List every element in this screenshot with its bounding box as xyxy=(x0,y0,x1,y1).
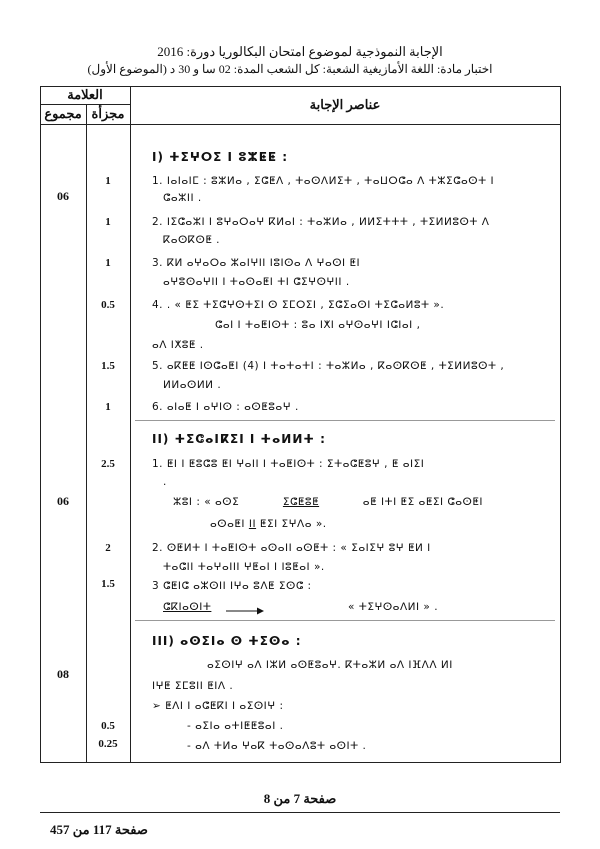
mark-column-header: العلامة xyxy=(67,87,103,102)
section-separator xyxy=(135,420,555,421)
answer-line: ⵏⵖⵟ ⵉⵎⵓⵏⵏ ⵟⵏⴷ . xyxy=(152,680,234,692)
answer-line: ➢ ⵟⴷⵏ ⵏ ⴰⵛⵟⴽⵏ ⵏ ⴰⵉⵙⵏⵖ : xyxy=(152,700,284,712)
partial-mark: 1 xyxy=(105,257,111,269)
answer-segment-underlined: ⵉⵛⵟⵓⵟ xyxy=(282,496,320,508)
section-2-total: 06 xyxy=(57,494,69,508)
answer-line xyxy=(163,601,211,613)
answer-line: ⵍⵍⴰⵙⵍⵍ . xyxy=(163,379,222,391)
mark-answer-divider xyxy=(130,86,131,763)
answer-line: 1. ⵏⴰⵏⴰⵏⵎ : ⵓⵣⵍⴰ , ⵉⵛⵟⴷ , ⵜⴰⵙⴷⵍⵉⵜ , ⵜⴰⵡⵔⵛⴰ ⴷ ⵜⵣⵉⵛⴰⵙⵜ ⵏ xyxy=(152,175,495,187)
total-column-header: مجموع xyxy=(44,106,82,121)
answer-line: ⴰⵉⵙⵏⵖ ⴰⴷ ⵏⵣⵍ ⴰⵙⵟⵓⴰⵖ. ⴽⵜⴰⵣⵍ ⴰⴷ ⵏⴼⴷⴷ ⵍⵏ xyxy=(207,659,453,671)
table-left-border xyxy=(40,86,41,763)
table-header-bottom-border xyxy=(40,124,560,125)
answer-column-header: عناصر الإجابة xyxy=(309,97,381,112)
table-right-border xyxy=(560,86,561,763)
answer-line: - ⴰⵉⵏⴰ ⴰⵜⵏⵟⵟⵓⴰⵏ . xyxy=(187,720,284,732)
mark-subheader-divider xyxy=(40,104,130,105)
partial-mark: 0.5 xyxy=(101,720,115,732)
answer-line: ⵛⴰⵏ ⵏ ⵜⴰⵟⵏⵙⵜ : ⵓⴰ ⵏⵅⵏ ⴰⵖⵙⴰⵖⵏ ⵏⵛⵏⴰⵏ , xyxy=(215,319,421,331)
partial-mark: 1 xyxy=(105,216,111,228)
answer-line: ⴰⴷ ⵏⵅⵓⵟ . xyxy=(152,339,204,351)
partial-mark: 1.5 xyxy=(101,578,115,590)
answer-line: ⵜⴰⵛⵏⵏ ⵜⴰⵖⴰⵏⵏⵏ ⵖⵟⴰⵏ ⵏ ⵏⵓⵟⴰⵏ ». xyxy=(163,561,325,573)
partial-mark: 0.5 xyxy=(101,299,115,311)
section-1-total: 06 xyxy=(57,189,69,203)
answer-line: 4. . « ⵟⵉ ⵜⵉⵛⵖⵙⵜⵉⵏ ⵙ ⵉⵎⵔⵉⵏ , ⵉⵛⵉⴰⵙⵏ ⵜⵉⵛⴰⵍⵓⵜ ». xyxy=(152,299,445,311)
partial-mark: 2.5 xyxy=(101,458,115,470)
answer-line: . xyxy=(163,476,167,488)
footer-divider xyxy=(40,812,560,813)
arrow-icon xyxy=(225,601,265,620)
answer-line: « ⵜⵉⵖⵙⴰⴷⵍⵏ » . xyxy=(348,601,439,613)
section-1-heading: I) ⵜⵉⵖⵔⵉ ⵏ ⵓⵣⵟⵟ : xyxy=(152,150,289,164)
header-title: الإجابة النموذجية لموضوع امتحان البكالوريا دورة: 2016 xyxy=(157,44,443,59)
answer-line: 2. ⵏⵉⵛⴰⵣⵏ ⵏ ⵓⵖⴰⵔⴰⵖ ⴽⵍⴰⵏ : ⵜⴰⵣⵍⴰ , ⵍⵍⵉⵜⵜⵜ , ⵜⵉⵍⵍⵓⵙⵜ ⴷ xyxy=(152,216,490,228)
answer-segment: ⴰⵙⴰⵟⵏ xyxy=(210,518,249,530)
header-subtitle: اختبار مادة: اللغة الأمازيغية الشعبة: كل الشعب المدة: 02 سا و 30 د (الموضوع الأول) xyxy=(87,62,493,76)
partial-mark: 2 xyxy=(105,542,111,554)
answer-line xyxy=(173,496,483,508)
answer-line: 5. ⴰⴽⵟⵟ ⵏⵙⵛⴰⵟⵏ (4) ⵏ ⵜⴰⵜⴰⵜⵏ : ⵜⴰⵣⵍⴰ , ⴽⴰⵙⴽⵙⵟ , ⵜⵉⵍⵍⵓⵙⵜ , xyxy=(152,360,505,372)
page-number: صفحة 7 من 8 xyxy=(263,791,337,806)
answer-line: ⴰⵖⵓⵙⴰⵖⵏⵏ ⵏ ⵜⴰⵙⴰⵟⵏ ⵜⵏ ⵛⵉⵖⵙⵖⵏⵏ . xyxy=(163,276,350,288)
partial-column-header: مجزأة xyxy=(91,106,125,121)
section-separator xyxy=(135,620,555,621)
document-page-number: صفحة 117 من 457 xyxy=(50,822,148,837)
answer-segment-underlined: ⵛⴽⵏⴰⵙⵏⵜ xyxy=(163,601,212,613)
section-3-heading: III) ⴰⵙⵉⵏⴰ ⵙ ⵜⵉⵙⴰ : xyxy=(152,634,302,648)
answer-line: 3. ⴽⵍ ⴰⵖⴰⵔⴰ ⵣⴰⵏⵖⵏⵏ ⵏⵓⵏⵙⴰ ⴷ ⵖⴰⵙⵏ ⵟⵏ xyxy=(152,257,361,269)
answer-segment-underlined: ⵏⵏ xyxy=(248,518,257,530)
answer-line xyxy=(210,518,327,530)
answer-segment: ⵟⵉⵏ ⵉⵖⴷⴰ ». xyxy=(259,518,327,530)
answer-line: 2. ⵙⵟⵍⵜ ⵏ ⵜⴰⵟⵏⵙⵜ ⴰⵙⴰⵏⵏ ⴰⵙⵟⵜ : « ⵉⴰⵏⵉⵖ ⵓⵖ ⵟⵍ ⵏ xyxy=(152,542,431,554)
answer-line: - ⴰⴷ ⵜⵍⴰ ⵖⴰⴽ ⵜⴰⵙⴰⴷⵓⵜ ⴰⵙⵏⵜ . xyxy=(187,740,367,752)
partial-mark: 1 xyxy=(105,175,111,187)
answer-line: 6. ⴰⵏⴰⵟ ⵏ ⴰⵖⵏⵙ : ⴰⵙⵟⵓⴰⵖ . xyxy=(152,401,299,413)
table-bottom-border xyxy=(40,762,560,763)
partial-mark: 1.5 xyxy=(101,360,115,372)
answer-segment: ⴰⵟ ⵏⵜⵏ ⵟⵉ ⴰⵟⵉⵏ ⵛⴰⵙⵟⵏ xyxy=(362,496,484,508)
answer-line: 1. ⵟⵏ ⵏ ⵟⵓⵛⵓ ⵟⵏ ⵖⴰⵏⵏ ⵏ ⵜⴰⵟⵏⵙⵜ : ⵉⵜⴰⵛⵟⵓⵖ , ⵟ ⴰⵏⵉⵏ xyxy=(152,458,425,470)
answer-line: ⴽⴰⵙⴽⵙⵟ . xyxy=(163,234,221,246)
answer-segment: ⵣⵓⵏ : « ⴰⵙⵉ xyxy=(173,496,240,508)
partial-mark: 0.25 xyxy=(98,738,118,750)
section-3-total: 08 xyxy=(57,667,69,681)
answer-line: ⵛⴰⵣⵏⵏ . xyxy=(163,192,202,204)
partial-mark: 1 xyxy=(105,401,111,413)
section-2-heading: II) ⵜⵉⵛⴰⵏⴽⵉⵏ ⵏ ⵜⴰⵍⵍⵜ : xyxy=(152,432,326,446)
answer-line: 3 ⵛⵟⵏⵛ ⴰⵣⵙⵏⵏ ⵏⵖⴰ ⵓⴷⵟ ⵉⵙⵛ : xyxy=(152,580,312,592)
